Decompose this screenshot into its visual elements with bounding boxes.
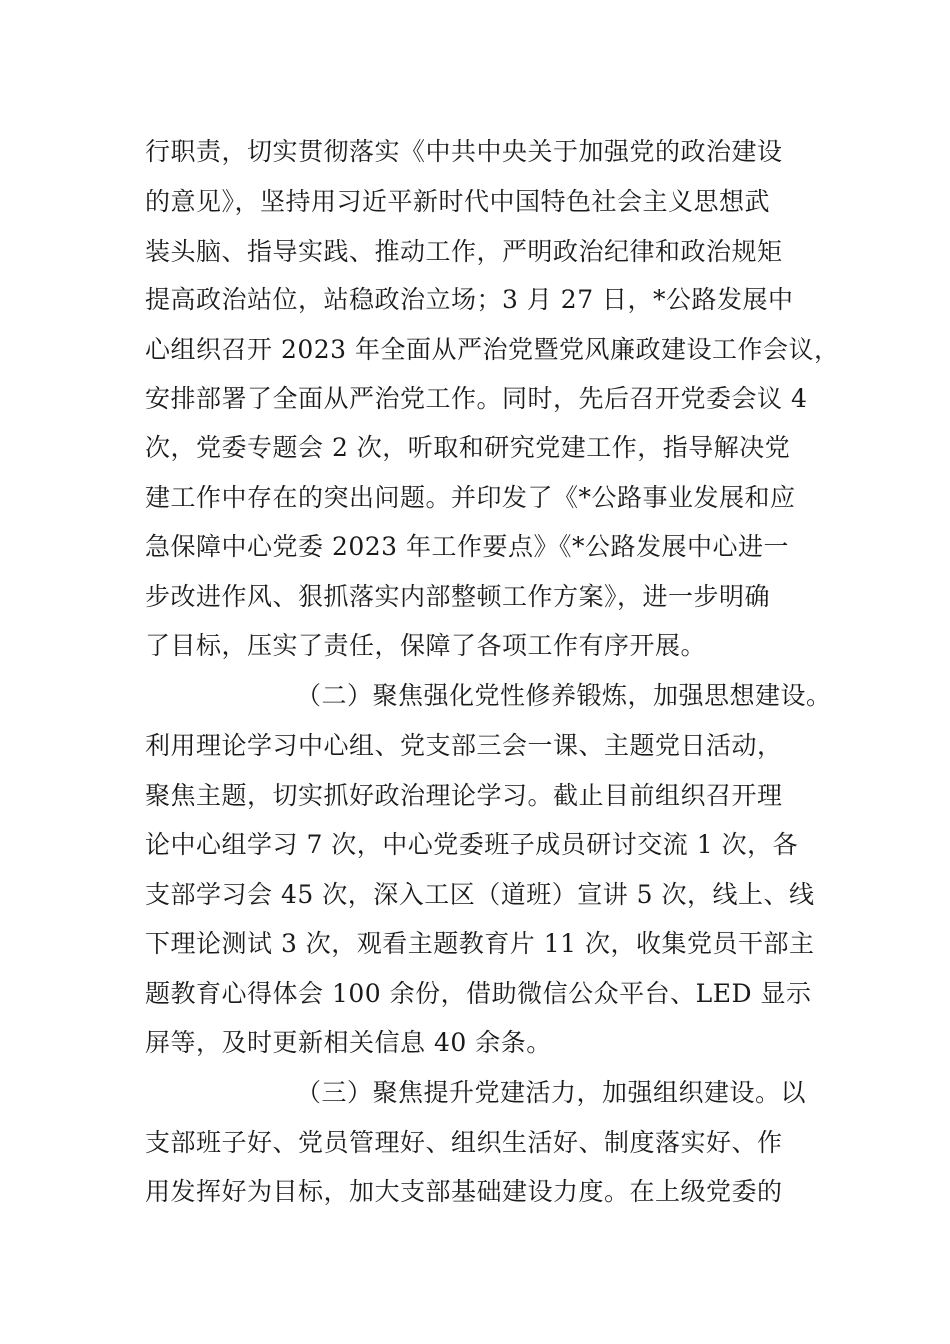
text-line: 聚焦主题，切实抓好政治理论学习。截止目前组织召开理 bbox=[145, 781, 783, 810]
text-line: 心组织召开 2023 年全面从严治党暨党风廉政建设工作会议， bbox=[145, 335, 840, 364]
text-line: 利用理论学习中心组、党支部三会一课、主题党日活动， bbox=[145, 731, 783, 760]
text-line: 支部学习会 45 次，深入工区（道班）宣讲 5 次，线上、线 bbox=[145, 880, 815, 909]
text-line: 提高政治站位，站稳政治立场；3 月 27 日，*公路发展中 bbox=[145, 285, 794, 314]
text-line: 安排部署了全面从严治党工作。同时，先后召开党委会议 4 bbox=[145, 384, 808, 413]
text-line: 屏等，及时更新相关信息 40 余条。 bbox=[145, 1028, 552, 1057]
text-line: 的意见》，坚持用习近平新时代中国特色社会主义思想武 bbox=[145, 187, 771, 216]
section-heading-3: （三）聚焦提升党建活力，加强组织建设。以 bbox=[296, 1078, 807, 1107]
text-line: 题教育心得体会 100 余份，借助微信公众平台、LED 显示 bbox=[145, 979, 812, 1008]
text-line: 用发挥好为目标，加大支部基础建设力度。在上级党委的 bbox=[145, 1177, 783, 1206]
text-line: 行职责，切实贯彻落实《中共中央关于加强党的政治建设 bbox=[145, 137, 783, 166]
text-line: 论中心组学习 7 次，中心党委班子成员研讨交流 1 次，各 bbox=[145, 830, 799, 859]
text-line: 了目标，压实了责任，保障了各项工作有序开展。 bbox=[145, 631, 707, 660]
section-heading-2: （二）聚焦强化党性修养锻炼，加强思想建设。 bbox=[296, 681, 832, 710]
text-line: 次，党委专题会 2 次，听取和研究党建工作，指导解决党 bbox=[145, 433, 791, 462]
text-line: 装头脑、指导实践、推动工作，严明政治纪律和政治规矩 bbox=[145, 237, 783, 266]
text-line: 步改进作风、狠抓落实内部整顿工作方案》，进一步明确 bbox=[145, 582, 771, 611]
text-line: 急保障中心党委 2023 年工作要点》《*公路发展中心进一 bbox=[145, 532, 790, 561]
text-line: 支部班子好、党员管理好、组织生活好、制度落实好、作 bbox=[145, 1128, 783, 1157]
text-line: 下理论测试 3 次，观看主题教育片 11 次，收集党员干部主 bbox=[145, 929, 815, 958]
text-line: 建工作中存在的突出问题。并印发了《*公路事业发展和应 bbox=[145, 483, 796, 512]
